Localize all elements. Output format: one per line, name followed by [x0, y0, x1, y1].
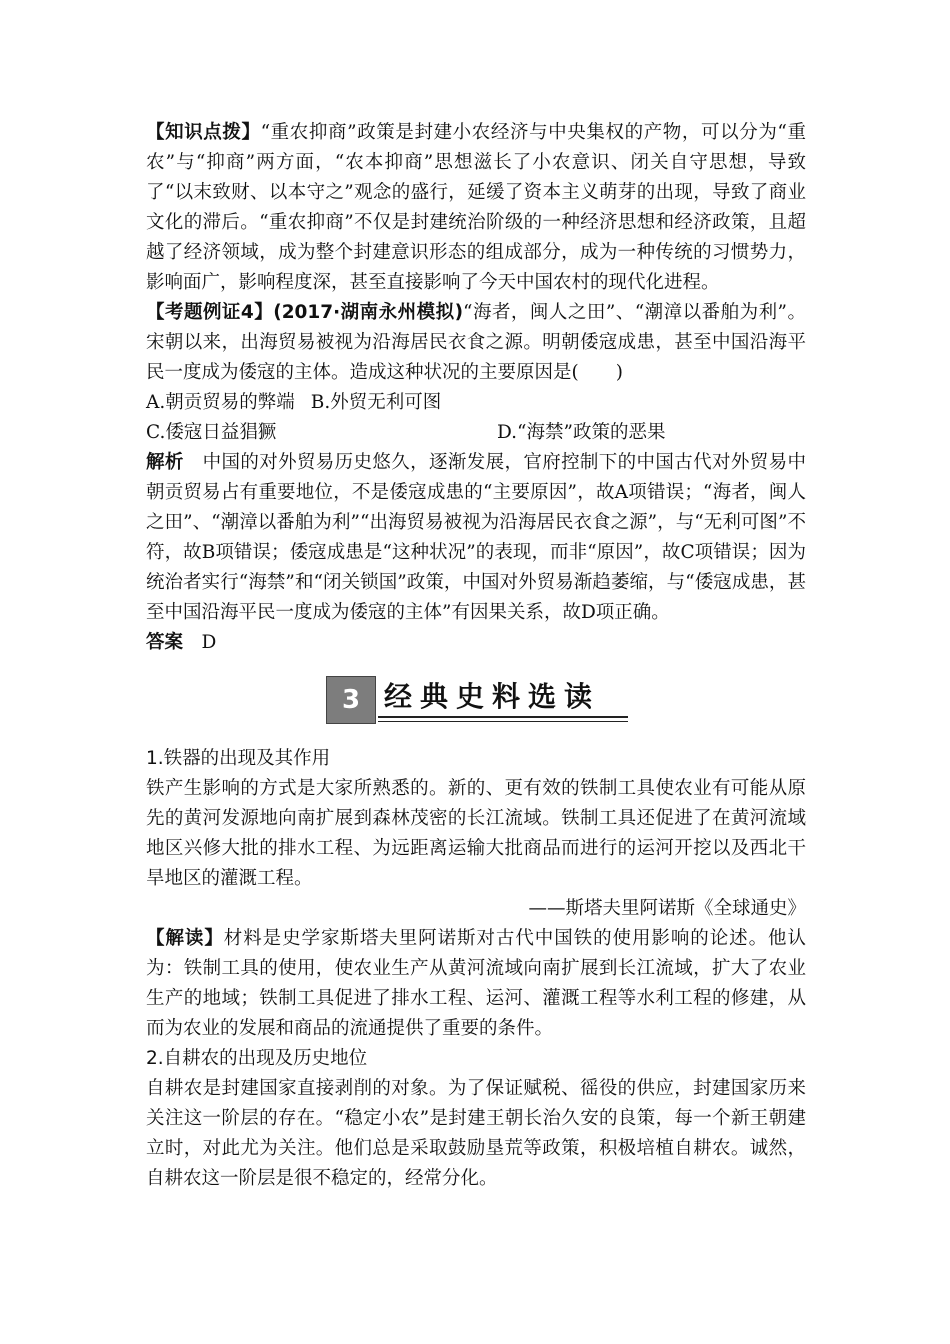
reading1-signature: ——斯塔夫里阿诺斯《全球通史》 — [528, 898, 806, 919]
reading2-heading: 2.自耕农的出现及历史地位 — [146, 1048, 368, 1069]
analysis-text: 中国的对外贸易历史悠久，逐渐发展，官府控制下的中国古代对外贸易中朝贡贸易占有重要地位，不是倭寇成患的“主要原因”，故A项错误；“海者，闽人之田”、“潮漳以番舶为利”“出海贸易被视为沿海居民衣食之源”，与“无利可图”不符，故B项错误；倭寇成患是“这种状况”的表现，而非“原因”，故C项错误；因为统治者实行“海禁”和“闭关锁国”政策，中国对外贸易渐趋萎缩，与“倭寇成患，甚至中国沿海平民一度成为倭寇的主体”有因果关系，故D项正确。 — [146, 452, 806, 623]
section-number: 3 — [326, 676, 376, 724]
analysis-label: 解析 — [146, 452, 184, 473]
options-row-2 — [146, 418, 806, 448]
example-question-text: “海者，闽人之田”、“潮漳以番舶为利”。宋朝以来，出海贸易被视为沿海居民衣食之源。明朝倭寇成患，甚至中国沿海平民一度成为倭寇的主体。造成这种状况的主要原因是( ) — [146, 302, 806, 383]
option-b: B.外贸无利可图 — [310, 392, 442, 413]
section-banner — [146, 666, 806, 730]
reading2-text: 自耕农是封建国家直接剥削的对象。为了保证赋税、徭役的供应，封建国家历来关注这一阶层的存在。“稳定小农”是封建王朝长治久安的良策，每一个新王朝建立时，对此尤为关注。他们总是采取鼓励垦荒等政策，积极培植自耕农。诚然，自耕农这一阶层是很不稳定的，经常分化。 — [146, 1078, 806, 1189]
knowledge-label: 【知识点拨】 — [146, 122, 261, 143]
answer-label: 答案 — [146, 632, 184, 653]
interp-text: 材料是史学家斯塔夫里阿诺斯对古代中国铁的使用影响的论述。他认为：铁制工具的使用，使农业生产从黄河流域向南扩展到长江流域，扩大了农业生产的地域；铁制工具促进了排水工程、运河、灌溉工程等水利工程的修建，从而为农业的发展和商品的流通提供了重要的条件。 — [146, 928, 806, 1039]
option-c: C.倭寇日益猖獗 — [146, 422, 277, 443]
content-column — [146, 118, 806, 1194]
reading1-heading: 1.铁器的出现及其作用 — [146, 748, 331, 769]
knowledge-text: “重农抑商”政策是封建小农经济与中央集权的产物，可以分为“重农”与“抑商”两方面，“农本抑商”思想滋长了小农意识、闭关自守思想，导致了“以末致财、以本守之”观念的盛行，延缓了资本主义萌芽的出现，导致了商业文化的滞后。“重农抑商”不仅是封建统治阶级的一种经济思想和经济政策，且超越了经济领域，成为整个封建意识形态的组成部分，成为一种传统的习惯势力，影响面广，影响程度深，甚至直接影响了今天中国农村的现代化进程。 — [146, 122, 806, 293]
answer-value: D — [201, 632, 217, 653]
analysis-paragraph — [146, 448, 806, 628]
section-banner-box — [326, 676, 626, 722]
answer-line — [146, 628, 806, 658]
example-question — [146, 298, 806, 388]
knowledge-paragraph — [146, 118, 806, 298]
section-title: 经典史料选读 — [378, 676, 628, 718]
example-label: 【考题例证4】 — [146, 302, 274, 323]
reading1-interp — [146, 924, 806, 1044]
option-a: A.朝贡贸易的弊端 — [146, 392, 295, 413]
options-row-1 — [146, 388, 806, 418]
example-source: (2017·湖南永州模拟) — [273, 302, 464, 323]
reading1-text: 铁产生影响的方式是大家所熟悉的。新的、更有效的铁制工具使农业有可能从原先的黄河发源地向南扩展到森林茂密的长江流域。铁制工具还促进了在黄河流域地区兴修大批的排水工程、为远距离运输大批商品而进行的运河开挖以及西北干旱地区的灌溉工程。 — [146, 778, 806, 889]
interp-label: 【解读】 — [146, 928, 224, 949]
option-d: D.“海禁”政策的恶果 — [497, 422, 666, 443]
